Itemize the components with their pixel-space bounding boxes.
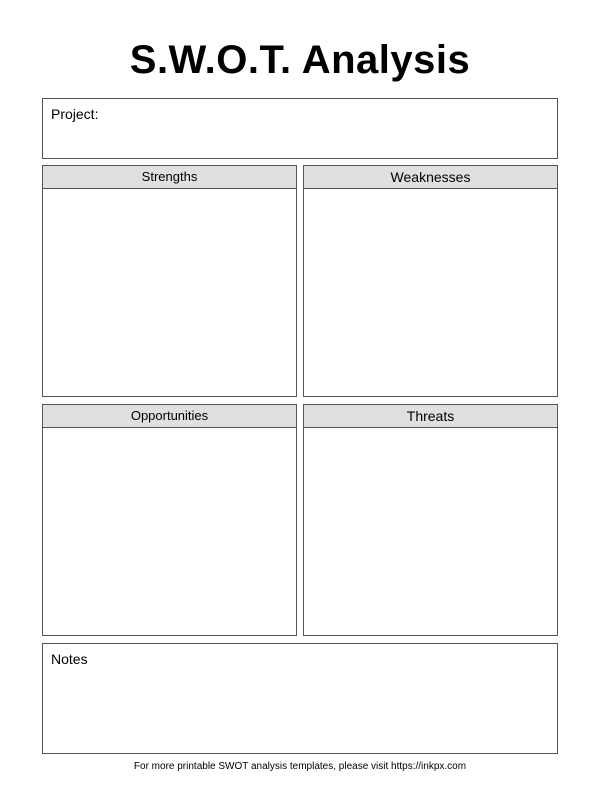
notes-label: Notes xyxy=(51,651,88,667)
threats-header: Threats xyxy=(304,405,557,428)
page-title: S.W.O.T. Analysis xyxy=(129,38,471,82)
strengths-header: Strengths xyxy=(43,166,296,189)
threats-box[interactable] xyxy=(303,404,558,636)
weaknesses-box[interactable] xyxy=(303,165,558,397)
opportunities-box[interactable] xyxy=(42,404,297,636)
footer-text: For more printable SWOT analysis templates, please visit https://inkpx.com xyxy=(133,761,467,772)
opportunities-header: Opportunities xyxy=(43,405,296,428)
weaknesses-header: Weaknesses xyxy=(304,166,557,189)
project-label: Project: xyxy=(51,106,99,122)
strengths-box[interactable] xyxy=(42,165,297,397)
notes-box[interactable] xyxy=(42,643,558,754)
project-box[interactable] xyxy=(42,98,558,159)
